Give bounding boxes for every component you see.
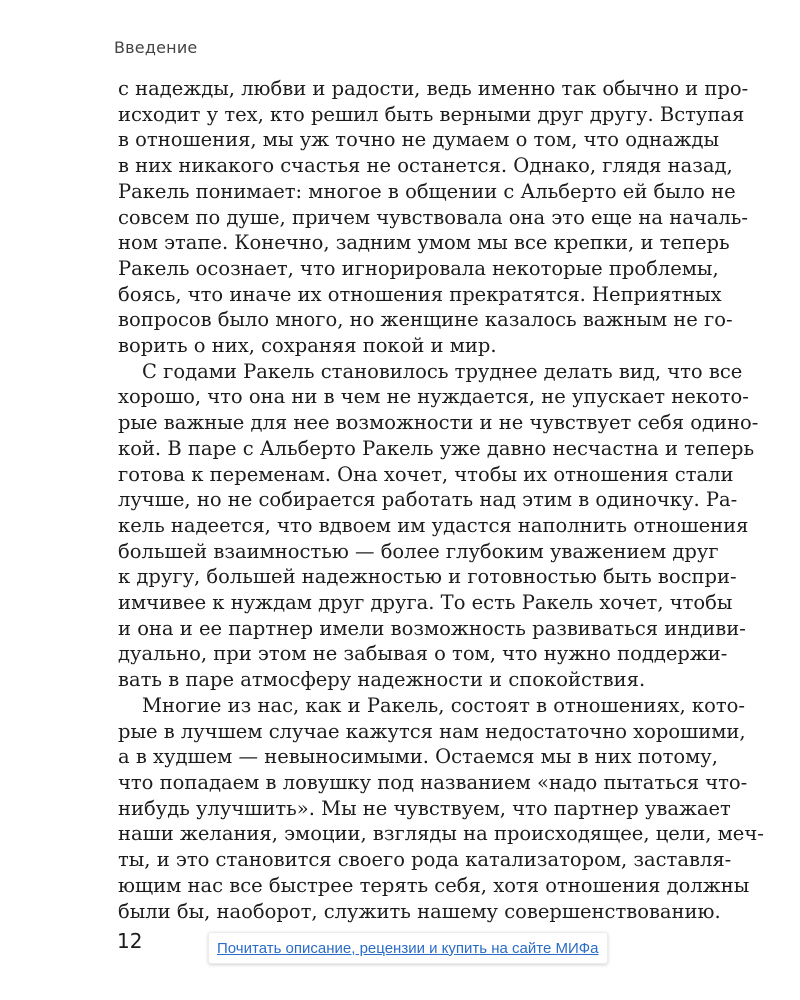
text-line: совсем по душе, причем чувствовала она это еще на началь- — [118, 205, 748, 229]
text-line: готова к переменам. Она хочет, чтобы их отношения стали — [118, 462, 734, 486]
text-line: с надежды, любви и радости, ведь именно так обычно и про- — [118, 77, 749, 100]
text-line: к другу, большей надежностью и готовностью быть воспри- — [118, 565, 737, 589]
text-line: кель надеется, что вдвоем им удастся наполнить отношения — [118, 513, 749, 537]
body-text — [118, 76, 764, 924]
running-title: Введение — [114, 38, 198, 57]
text-line: Ракель понимает: многое в общении с Альберто ей было не — [118, 179, 736, 203]
text-line: нибудь улучшить». Мы не чувствуем, что партнер уважает — [118, 796, 731, 820]
text-line: большей взаимностью — более глубоким уважением друг — [118, 539, 719, 563]
text-line: что попадаем в ловушку под названием «надо пытаться что- — [118, 770, 748, 794]
text-line: ты, и это становится своего рода катализатором, заставля- — [118, 848, 732, 872]
text-line: хорошо, что она ни в чем не нуждается, не упускает некото- — [118, 385, 749, 409]
text-line: в них никакого счастья не останется. Однако, глядя назад, — [118, 154, 733, 178]
text-line: ном этапе. Конечно, задним умом мы все крепки, и теперь — [118, 231, 730, 255]
text-line: рые важные для нее возможности и не чувствует себя одино- — [118, 411, 759, 435]
text-line: наши желания, эмоции, взгляды на происходящее, цели, меч- — [118, 822, 764, 846]
text-line: были бы, наоборот, служить нашему совершенствованию. — [118, 899, 721, 923]
text-line: вопросов было много, но женщине казалось важным не го- — [118, 308, 733, 332]
text-line: С годами Ракель становилось труднее делать вид, что все — [142, 359, 743, 383]
text-line: ющим нас все быстрее терять себя, хотя отношения должны — [118, 873, 750, 897]
text-line: имчивее к нуждам друг друга. То есть Ракель хочет, чтобы — [118, 591, 733, 615]
text-line: Многие из нас, как и Ракель, состоят в отношениях, кото- — [142, 693, 745, 717]
text-line: и она и ее партнер имели возможность развиваться индиви- — [118, 616, 746, 640]
text-line: ворить о них, сохраняя покой и мир. — [118, 334, 497, 358]
text-line: дуально, при этом не забывая о том, что нужно поддержи- — [118, 642, 728, 666]
page-number: 12 — [117, 929, 143, 953]
text-line: лучше, но не собирается работать над этим в одиночку. Ра- — [118, 488, 738, 512]
buy-on-mif-link[interactable]: Почитать описание, рецензии и купить на сайте МИФа — [208, 932, 608, 964]
text-line: исходит у тех, кто решил быть верными друг другу. Вступая — [118, 102, 745, 126]
text-line: в отношения, мы уж точно не думаем о том, что однажды — [118, 128, 720, 152]
text-line: вать в паре атмосферу надежности и спокойствия. — [118, 668, 646, 692]
text-line: боясь, что иначе их отношения прекратятся. Неприятных — [118, 282, 722, 306]
text-line: кой. В паре с Альберто Ракель уже давно несчастна и теперь — [118, 436, 755, 460]
text-line: а в худшем — невыносимыми. Остаемся мы в них потому, — [118, 745, 718, 769]
text-line: Ракель осознает, что игнорировала некоторые проблемы, — [118, 256, 719, 280]
text-line: рые в лучшем случае кажутся нам недостаточно хорошими, — [118, 719, 746, 743]
